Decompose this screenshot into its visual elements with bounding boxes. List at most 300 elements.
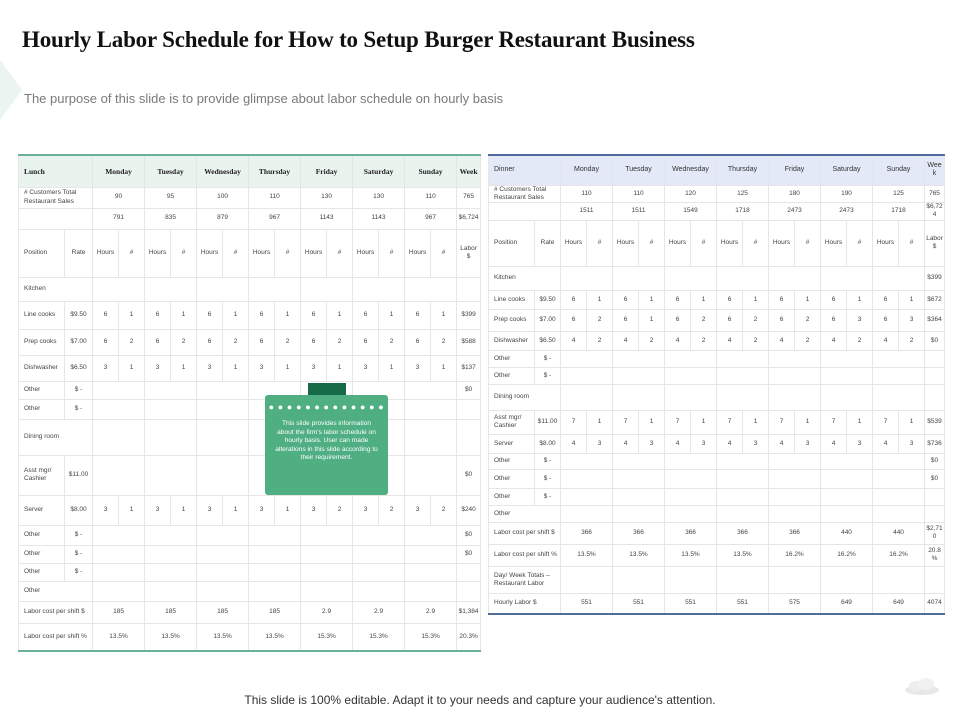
table-cell bbox=[769, 488, 821, 505]
table-cell: $8.00 bbox=[65, 495, 93, 525]
row-label-cell: Server bbox=[19, 495, 65, 525]
lunch-schedule-table bbox=[18, 154, 481, 652]
table-row bbox=[19, 419, 481, 455]
row-label-cell: Line cooks bbox=[489, 290, 535, 309]
table-cell bbox=[613, 505, 665, 522]
note-text: This slide provides information about the firm's labor schedule on hourly basis. User can made alterations in this slide according to their requirement. bbox=[275, 420, 378, 462]
table-cell: 2 bbox=[899, 331, 925, 350]
table-cell: 6 bbox=[197, 301, 223, 329]
table-cell: 3 bbox=[301, 355, 327, 381]
table-cell bbox=[457, 581, 481, 601]
table-cell bbox=[93, 545, 145, 563]
table-cell: 3 bbox=[249, 355, 275, 381]
table-cell bbox=[145, 419, 197, 455]
table-cell: 6 bbox=[405, 329, 431, 355]
table-cell: $399 bbox=[925, 266, 945, 290]
table-cell: 791 bbox=[93, 208, 145, 229]
table-cell: Rate bbox=[65, 229, 93, 277]
table-cell: 1 bbox=[639, 309, 665, 331]
table-cell: $11.00 bbox=[65, 455, 93, 495]
table-cell: 366 bbox=[717, 522, 769, 544]
table-cell: 100 bbox=[197, 187, 249, 208]
table-cell: 1718 bbox=[717, 202, 769, 220]
table-cell bbox=[821, 566, 873, 593]
table-cell: 2 bbox=[743, 331, 769, 350]
table-cell: # bbox=[795, 220, 821, 266]
table-cell: 2.9 bbox=[405, 601, 457, 623]
table-cell: 6 bbox=[873, 290, 899, 309]
table-cell: 4 bbox=[769, 331, 795, 350]
table-cell: 967 bbox=[405, 208, 457, 229]
row-label-cell: Other bbox=[19, 563, 65, 581]
row-label-cell: Position bbox=[489, 220, 535, 266]
table-cell: 649 bbox=[873, 593, 925, 614]
table-cell: 1143 bbox=[301, 208, 353, 229]
table-cell: 6 bbox=[717, 290, 743, 309]
table-cell: # bbox=[327, 229, 353, 277]
table-cell: 3 bbox=[795, 434, 821, 453]
table-cell bbox=[665, 266, 717, 290]
table-cell: 3 bbox=[743, 434, 769, 453]
table-cell: $0 bbox=[457, 455, 481, 495]
table-cell bbox=[145, 563, 197, 581]
table-row bbox=[19, 329, 481, 355]
table-cell: 1 bbox=[223, 355, 249, 381]
table-header-row bbox=[19, 155, 481, 187]
table-cell: 366 bbox=[613, 522, 665, 544]
table-row bbox=[489, 185, 945, 202]
table-cell: 6 bbox=[197, 329, 223, 355]
row-label-cell: Other bbox=[489, 505, 561, 522]
table-cell: $1,384 bbox=[457, 601, 481, 623]
table-cell: 6 bbox=[561, 309, 587, 331]
table-cell bbox=[405, 277, 457, 301]
table-row bbox=[19, 525, 481, 545]
table-cell: 7 bbox=[769, 410, 795, 434]
table-cell bbox=[769, 367, 821, 384]
table-cell: 125 bbox=[873, 185, 925, 202]
table-cell: 2 bbox=[691, 309, 717, 331]
table-cell bbox=[301, 581, 353, 601]
table-cell bbox=[145, 525, 197, 545]
table-cell: $ - bbox=[535, 350, 561, 367]
table-cell: 185 bbox=[197, 601, 249, 623]
table-cell: 1 bbox=[275, 355, 301, 381]
info-note bbox=[265, 395, 388, 495]
table-cell: 3 bbox=[405, 495, 431, 525]
table-cell: Friday bbox=[769, 155, 821, 185]
table-cell: 185 bbox=[145, 601, 197, 623]
table-cell: 1511 bbox=[561, 202, 613, 220]
table-cell: 4 bbox=[873, 434, 899, 453]
table-cell bbox=[821, 505, 873, 522]
table-cell bbox=[769, 384, 821, 410]
table-row bbox=[489, 566, 945, 593]
table-cell: 1718 bbox=[873, 202, 925, 220]
table-cell bbox=[457, 563, 481, 581]
row-label-cell: Other bbox=[19, 399, 65, 419]
row-label-cell: Prep cooks bbox=[489, 309, 535, 331]
table-cell: 2 bbox=[431, 329, 457, 355]
table-cell: # bbox=[223, 229, 249, 277]
table-cell: 2 bbox=[327, 329, 353, 355]
corner-accent bbox=[0, 60, 22, 120]
table-cell: 4 bbox=[613, 331, 639, 350]
table-row bbox=[19, 399, 481, 419]
table-cell bbox=[145, 545, 197, 563]
table-cell bbox=[301, 277, 353, 301]
table-cell: $ - bbox=[535, 469, 561, 488]
table-cell bbox=[93, 381, 145, 399]
table-cell bbox=[405, 381, 457, 399]
table-cell bbox=[821, 266, 873, 290]
table-cell: 6 bbox=[93, 329, 119, 355]
table-cell: 2.9 bbox=[301, 601, 353, 623]
table-cell: 3 bbox=[899, 309, 925, 331]
table-cell: 15.3% bbox=[405, 623, 457, 651]
table-cell: $539 bbox=[925, 410, 945, 434]
table-cell: 3 bbox=[847, 434, 873, 453]
table-cell bbox=[821, 469, 873, 488]
row-label-cell: Dishwasher bbox=[489, 331, 535, 350]
table-row bbox=[489, 266, 945, 290]
footer-text: This slide is 100% editable. Adapt it to your needs and capture your audience's attention. bbox=[244, 693, 716, 707]
table-cell bbox=[821, 350, 873, 367]
table-cell bbox=[925, 367, 945, 384]
table-cell: 6 bbox=[93, 301, 119, 329]
table-header-row bbox=[489, 155, 945, 185]
table-cell: 120 bbox=[665, 185, 717, 202]
table-cell bbox=[717, 505, 769, 522]
row-label-cell: Day/ Week Totals – Restaurant Labor bbox=[489, 566, 561, 593]
table-cell: 1 bbox=[119, 495, 145, 525]
row-label-cell: Asst mgr/ Cashier bbox=[19, 455, 65, 495]
table-cell: Saturday bbox=[821, 155, 873, 185]
table-cell: 2 bbox=[171, 329, 197, 355]
table-row bbox=[19, 229, 481, 277]
table-cell: Thursday bbox=[717, 155, 769, 185]
table-cell bbox=[353, 277, 405, 301]
table-cell bbox=[769, 266, 821, 290]
table-cell bbox=[249, 525, 301, 545]
table-row bbox=[19, 563, 481, 581]
table-row bbox=[489, 290, 945, 309]
table-cell: 2 bbox=[431, 495, 457, 525]
row-label-cell: Other bbox=[19, 545, 65, 563]
row-label-cell: Other bbox=[19, 381, 65, 399]
table-cell: $240 bbox=[457, 495, 481, 525]
table-cell: 6 bbox=[145, 301, 171, 329]
row-label-cell: Other bbox=[489, 453, 535, 469]
table-cell: $ - bbox=[65, 563, 93, 581]
table-cell bbox=[197, 419, 249, 455]
table-cell: Rate bbox=[535, 220, 561, 266]
table-cell bbox=[665, 350, 717, 367]
table-row bbox=[19, 495, 481, 525]
table-cell: 2 bbox=[223, 329, 249, 355]
table-cell: 110 bbox=[405, 187, 457, 208]
table-cell bbox=[613, 350, 665, 367]
table-cell bbox=[145, 455, 197, 495]
table-cell: 7 bbox=[665, 410, 691, 434]
row-label-cell: Prep cooks bbox=[19, 329, 65, 355]
table-cell: 1 bbox=[691, 290, 717, 309]
table-cell: 1 bbox=[171, 495, 197, 525]
table-cell bbox=[457, 399, 481, 419]
table-cell bbox=[717, 350, 769, 367]
table-cell: 2 bbox=[119, 329, 145, 355]
table-cell: 2 bbox=[795, 309, 821, 331]
table-cell: $6,724 bbox=[926, 203, 943, 219]
table-cell: Hours bbox=[873, 220, 899, 266]
table-cell: 3 bbox=[847, 309, 873, 331]
table-cell bbox=[873, 505, 925, 522]
table-cell: 130 bbox=[353, 187, 405, 208]
table-cell bbox=[717, 488, 769, 505]
table-cell: 4 bbox=[613, 434, 639, 453]
table-cell: 16.2% bbox=[769, 544, 821, 566]
table-cell bbox=[249, 277, 301, 301]
table-cell: 1 bbox=[587, 290, 613, 309]
table-cell bbox=[197, 381, 249, 399]
table-cell bbox=[717, 469, 769, 488]
slide-subtitle: The purpose of this slide is to provide glimpse about labor schedule on hourly basis bbox=[24, 91, 504, 106]
table-cell: 16.2% bbox=[821, 544, 873, 566]
table-row bbox=[19, 381, 481, 399]
table-cell: 1 bbox=[275, 495, 301, 525]
table-cell: 13.5% bbox=[145, 623, 197, 651]
table-row bbox=[19, 187, 481, 208]
table-cell: 1 bbox=[171, 355, 197, 381]
table-cell: $0 bbox=[457, 525, 481, 545]
table-cell bbox=[145, 399, 197, 419]
table-cell: $11.00 bbox=[535, 410, 561, 434]
table-cell bbox=[145, 277, 197, 301]
table-cell: 2 bbox=[743, 309, 769, 331]
table-cell: 3 bbox=[145, 355, 171, 381]
table-cell: # bbox=[275, 229, 301, 277]
table-cell: 4074 bbox=[925, 593, 945, 614]
table-cell: 6 bbox=[665, 309, 691, 331]
table-cell: 879 bbox=[197, 208, 249, 229]
table-cell: $137 bbox=[457, 355, 481, 381]
table-cell bbox=[873, 453, 925, 469]
table-cell bbox=[405, 419, 457, 455]
table-cell: $736 bbox=[925, 434, 945, 453]
table-cell: 20.3% bbox=[457, 623, 481, 651]
table-cell bbox=[301, 545, 353, 563]
table-cell bbox=[821, 384, 873, 410]
table-row bbox=[489, 469, 945, 488]
table-cell bbox=[873, 469, 925, 488]
row-label-cell: Kitchen bbox=[19, 277, 93, 301]
table-row bbox=[489, 384, 945, 410]
table-cell: Friday bbox=[301, 155, 353, 187]
table-cell: Sunday bbox=[405, 155, 457, 187]
table-cell: 1 bbox=[795, 410, 821, 434]
row-label-cell: Other bbox=[489, 350, 535, 367]
table-cell: 2 bbox=[691, 331, 717, 350]
table-cell: 2 bbox=[587, 309, 613, 331]
row-label-cell: Other bbox=[19, 581, 93, 601]
table-cell bbox=[717, 384, 769, 410]
table-cell: 1143 bbox=[353, 208, 405, 229]
table-cell: 2 bbox=[327, 495, 353, 525]
table-cell: 6 bbox=[301, 301, 327, 329]
table-cell: 575 bbox=[769, 593, 821, 614]
table-cell bbox=[873, 566, 925, 593]
table-cell: 1 bbox=[327, 355, 353, 381]
table-cell bbox=[561, 266, 613, 290]
table-row bbox=[19, 623, 481, 651]
table-cell: $7.00 bbox=[65, 329, 93, 355]
table-cell: 6 bbox=[873, 309, 899, 331]
table-cell: 130 bbox=[301, 187, 353, 208]
table-cell: 551 bbox=[717, 593, 769, 614]
table-cell bbox=[93, 581, 145, 601]
table-cell: 366 bbox=[769, 522, 821, 544]
table-cell: Tuesday bbox=[613, 155, 665, 185]
table-cell: 6 bbox=[821, 290, 847, 309]
table-cell: 3 bbox=[639, 434, 665, 453]
table-row bbox=[19, 601, 481, 623]
table-cell: 3 bbox=[197, 495, 223, 525]
table-cell: 1 bbox=[379, 355, 405, 381]
table-cell: 13.5% bbox=[717, 544, 769, 566]
table-cell bbox=[353, 545, 405, 563]
table-cell: 3 bbox=[353, 355, 379, 381]
row-label-cell: Other bbox=[489, 488, 535, 505]
table-cell: 1 bbox=[431, 301, 457, 329]
table-cell bbox=[405, 399, 457, 419]
table-cell: $0 bbox=[925, 469, 945, 488]
table-cell: 2 bbox=[795, 331, 821, 350]
table-cell: 1 bbox=[743, 290, 769, 309]
table-cell bbox=[561, 566, 613, 593]
table-cell: 180 bbox=[769, 185, 821, 202]
table-cell: 1 bbox=[743, 410, 769, 434]
table-cell bbox=[301, 525, 353, 545]
table-row bbox=[489, 220, 945, 266]
table-cell: 110 bbox=[561, 185, 613, 202]
note-perforation: ● ● ● ● ● ● ● ● ● ● ● ● ● bbox=[268, 402, 385, 412]
table-cell bbox=[561, 384, 613, 410]
table-cell bbox=[665, 488, 717, 505]
table-cell: # bbox=[587, 220, 613, 266]
row-label-cell: Labor cost per shift $ bbox=[19, 601, 93, 623]
row-label-cell: Dining room bbox=[19, 419, 93, 455]
table-cell bbox=[665, 367, 717, 384]
table-cell: 1 bbox=[223, 495, 249, 525]
table-cell bbox=[925, 384, 945, 410]
table-cell: 835 bbox=[145, 208, 197, 229]
table-cell: 1511 bbox=[613, 202, 665, 220]
table-cell bbox=[769, 566, 821, 593]
table-cell: 1549 bbox=[665, 202, 717, 220]
table-cell: 2.9 bbox=[353, 601, 405, 623]
table-cell: 551 bbox=[665, 593, 717, 614]
table-cell: 95 bbox=[145, 187, 197, 208]
table-cell bbox=[873, 384, 925, 410]
table-cell: Hours bbox=[249, 229, 275, 277]
row-label-cell: Asst mgr/ Cashier bbox=[489, 410, 535, 434]
table-cell bbox=[821, 367, 873, 384]
table-cell bbox=[613, 453, 665, 469]
table-cell: 1 bbox=[327, 301, 353, 329]
table-cell: Monday bbox=[93, 155, 145, 187]
row-label-cell: Other bbox=[489, 469, 535, 488]
table-cell: 13.5% bbox=[93, 623, 145, 651]
table-cell: 13.5% bbox=[561, 544, 613, 566]
table-cell: $ - bbox=[535, 367, 561, 384]
table-cell: 90 bbox=[93, 187, 145, 208]
table-cell: 13.5% bbox=[197, 623, 249, 651]
table-cell: 125 bbox=[717, 185, 769, 202]
table-row bbox=[489, 309, 945, 331]
table-cell: 3 bbox=[93, 355, 119, 381]
table-cell bbox=[93, 399, 145, 419]
table-cell: 1 bbox=[691, 410, 717, 434]
table-cell bbox=[405, 525, 457, 545]
table-cell: $ - bbox=[65, 545, 93, 563]
table-cell: 1 bbox=[795, 290, 821, 309]
table-cell bbox=[561, 453, 613, 469]
table-cell bbox=[561, 469, 613, 488]
table-cell bbox=[197, 545, 249, 563]
table-cell: $0 bbox=[457, 381, 481, 399]
table-cell: # bbox=[691, 220, 717, 266]
table-cell: Monday bbox=[561, 155, 613, 185]
table-cell: 2 bbox=[639, 331, 665, 350]
table-cell: Hours bbox=[717, 220, 743, 266]
table-cell: 6 bbox=[665, 290, 691, 309]
table-cell: # bbox=[171, 229, 197, 277]
table-cell: 110 bbox=[613, 185, 665, 202]
table-cell: 3 bbox=[405, 355, 431, 381]
table-cell bbox=[405, 563, 457, 581]
table-cell: 3 bbox=[353, 495, 379, 525]
table-cell: 4 bbox=[717, 331, 743, 350]
table-cell bbox=[301, 563, 353, 581]
table-cell bbox=[145, 581, 197, 601]
table-cell: 2 bbox=[587, 331, 613, 350]
table-cell bbox=[665, 384, 717, 410]
table-row bbox=[19, 301, 481, 329]
table-cell bbox=[769, 469, 821, 488]
table-cell: $672 bbox=[925, 290, 945, 309]
table-cell bbox=[249, 545, 301, 563]
table-cell bbox=[925, 488, 945, 505]
table-cell bbox=[561, 488, 613, 505]
table-cell: Hours bbox=[665, 220, 691, 266]
table-cell bbox=[197, 581, 249, 601]
table-cell: 4 bbox=[873, 331, 899, 350]
table-cell: 3 bbox=[145, 495, 171, 525]
table-cell bbox=[613, 566, 665, 593]
table-cell: $364 bbox=[925, 309, 945, 331]
table-cell bbox=[249, 563, 301, 581]
table-row bbox=[19, 277, 481, 301]
table-cell: 4 bbox=[769, 434, 795, 453]
row-label-cell: Position bbox=[19, 229, 65, 277]
table-cell: 6 bbox=[145, 329, 171, 355]
table-cell: 110 bbox=[249, 187, 301, 208]
table-cell: 7 bbox=[613, 410, 639, 434]
table-cell bbox=[353, 525, 405, 545]
table-row bbox=[489, 453, 945, 469]
table-cell: 4 bbox=[561, 331, 587, 350]
table-cell: 15.3% bbox=[301, 623, 353, 651]
